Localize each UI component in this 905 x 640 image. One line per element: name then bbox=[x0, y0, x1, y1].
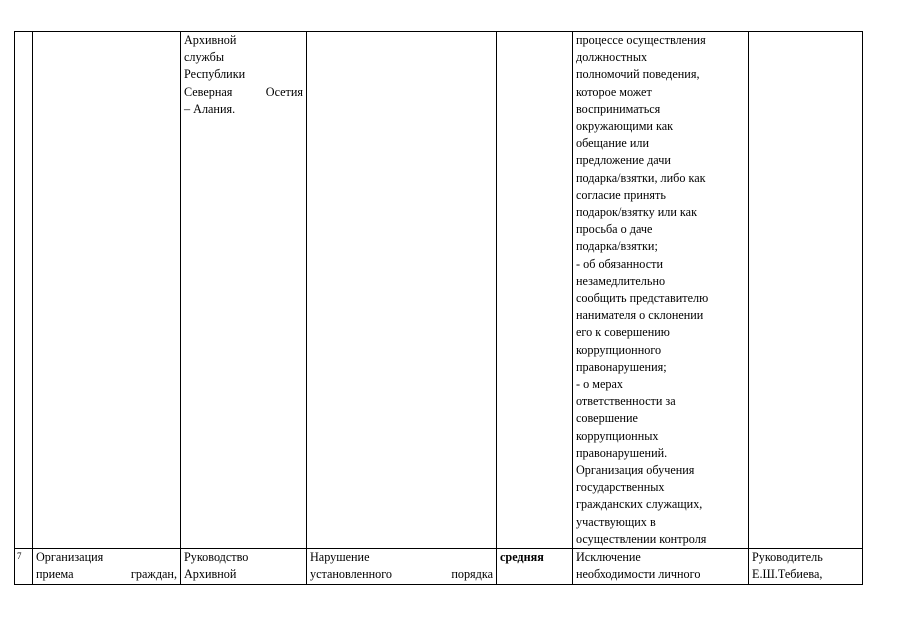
cell-line: сообщить представителю bbox=[576, 291, 709, 306]
cell-line: правонарушений. bbox=[576, 445, 668, 460]
risk-cell bbox=[307, 32, 497, 549]
table-row bbox=[15, 32, 863, 549]
cell-line: Исключение bbox=[576, 550, 641, 565]
cell-line: просьба о даче bbox=[576, 222, 653, 237]
cell-line: - об обязанности bbox=[576, 256, 663, 271]
word: граждан, bbox=[130, 567, 177, 582]
row-number-cell: 7 bbox=[15, 549, 33, 584]
cell-line: окружающими как bbox=[576, 119, 674, 134]
cell-line: Архивной bbox=[184, 33, 237, 47]
cell-line: Организация bbox=[36, 550, 104, 565]
responsible-cell bbox=[181, 549, 307, 584]
word: Осетия bbox=[265, 84, 303, 99]
cell-line: незамедлительно bbox=[576, 273, 666, 288]
cell-line: которое может bbox=[576, 84, 652, 99]
cell-line: Организация обучения bbox=[576, 463, 695, 478]
cell-line: Руководитель bbox=[752, 550, 823, 565]
executor-cell bbox=[749, 32, 863, 549]
cell-line: государственных bbox=[576, 480, 665, 495]
cell-line: Е.Ш.Тебиева, bbox=[752, 567, 823, 582]
level-cell bbox=[497, 32, 573, 549]
cell-line-justified bbox=[36, 566, 177, 583]
cell-line: предложение дачи bbox=[576, 153, 671, 168]
cell-line: полномочий поведения, bbox=[576, 67, 700, 82]
row-number-cell bbox=[15, 32, 33, 549]
executor-cell bbox=[749, 549, 863, 584]
document-table bbox=[14, 31, 863, 585]
cell-line: - о мерах bbox=[576, 377, 623, 392]
cell-line: участвующих в bbox=[576, 514, 656, 529]
word: приема bbox=[36, 567, 74, 582]
cell-line: нанимателя о склонении bbox=[576, 308, 704, 323]
cell-line: его к совершению bbox=[576, 325, 670, 340]
cell-line: совершение bbox=[576, 411, 638, 426]
word: порядка bbox=[451, 567, 493, 582]
cell-line: Руководство bbox=[184, 550, 249, 565]
cell-line: осуществлении контроля bbox=[576, 531, 707, 546]
cell-line: ответственности за bbox=[576, 394, 676, 409]
actions-cell bbox=[573, 549, 749, 584]
cell-line: Республики bbox=[184, 67, 246, 82]
cell-line: подарка/взятки; bbox=[576, 239, 658, 254]
cell-line: – Алания. bbox=[184, 101, 236, 116]
actions-cell bbox=[573, 32, 749, 549]
measure-cell bbox=[33, 32, 181, 549]
cell-line: правонарушения; bbox=[576, 359, 667, 374]
cell-line-justified bbox=[310, 566, 493, 583]
cell-line: Нарушение bbox=[310, 550, 370, 565]
word: установленного bbox=[310, 567, 393, 582]
cell-line: необходимости личного bbox=[576, 567, 701, 582]
cell-line: гражданских служащих, bbox=[576, 497, 703, 512]
cell-line: коррупционных bbox=[576, 428, 659, 443]
responsible-cell bbox=[181, 32, 307, 549]
cell-line: Архивной bbox=[184, 567, 237, 582]
cell-line: коррупционного bbox=[576, 342, 662, 357]
cell-line: восприниматься bbox=[576, 101, 661, 116]
risk-cell bbox=[307, 549, 497, 584]
cell-line: процессе осуществления bbox=[576, 33, 706, 47]
cell-line: обещание или bbox=[576, 136, 649, 151]
word: Северная bbox=[184, 84, 233, 99]
table-row bbox=[15, 549, 863, 584]
cell-line: подарка/взятки, либо как bbox=[576, 170, 706, 185]
cell-line: службы bbox=[184, 50, 225, 65]
cell-line: должностных bbox=[576, 50, 648, 65]
cell-line-justified bbox=[184, 84, 303, 101]
level-cell: средняя bbox=[497, 549, 573, 584]
cell-line: подарок/взятку или как bbox=[576, 205, 697, 220]
measure-cell bbox=[33, 549, 181, 584]
cell-line: согласие принять bbox=[576, 187, 666, 202]
